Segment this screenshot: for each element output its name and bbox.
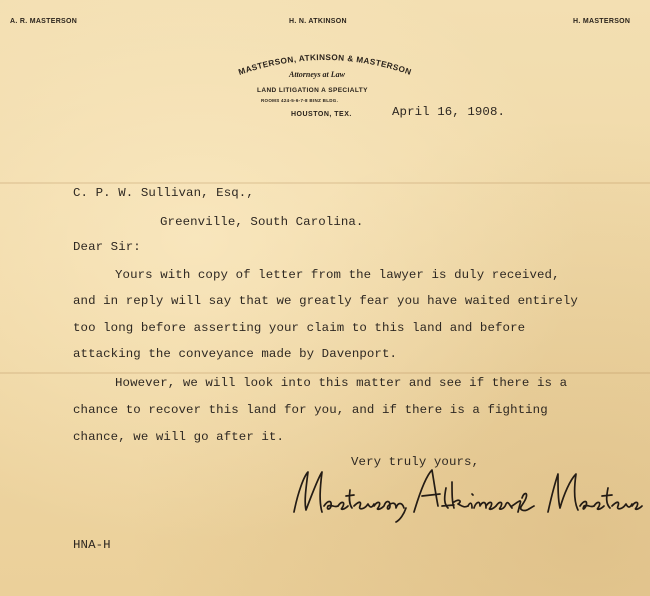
letterhead-rooms: ROOMS 424-5-6-7-8 BINZ BLDG. [261, 98, 339, 103]
letterhead-city: HOUSTON, TEX. [291, 111, 352, 118]
partner-left: A. R. MASTERSON [10, 18, 78, 25]
body-line: and in reply will say that we greatly fear you have waited entirely [73, 294, 578, 308]
body-line: However, we will look into this matter and see if there is a [115, 376, 568, 390]
body-line: too long before asserting your claim to this land and before [73, 321, 526, 335]
recipient-address: Greenville, South Carolina. [160, 215, 364, 229]
body-line: chance to recover this land for you, and if there is a fighting [73, 403, 548, 417]
recipient-name: C. P. W. Sullivan, Esq., [73, 186, 254, 200]
body-line: chance, we will go after it. [73, 430, 284, 444]
firm-name-arc [205, 42, 445, 88]
partner-right: H. MASTERSON [573, 18, 631, 25]
salutation: Dear Sir: [73, 240, 141, 254]
body-line: Yours with copy of letter from the lawyer is duly received, [115, 268, 560, 282]
handwritten-signature [286, 462, 650, 528]
letterhead-specialty: LAND LITIGATION A SPECIALTY [257, 87, 368, 94]
fold-line [0, 372, 650, 374]
letter-date: April 16, 1908. [392, 105, 506, 119]
body-line: attacking the conveyance made by Davenport. [73, 347, 398, 361]
firm-name: MASTERSON, ATKINSON & MASTERSON [237, 52, 413, 77]
partner-center: H. N. ATKINSON [289, 18, 347, 25]
fold-line [0, 182, 650, 184]
letterhead-subtitle: Attorneys at Law [289, 70, 346, 79]
closing: Very truly yours, [351, 455, 480, 469]
reference-initials: HNA-H [73, 538, 111, 552]
